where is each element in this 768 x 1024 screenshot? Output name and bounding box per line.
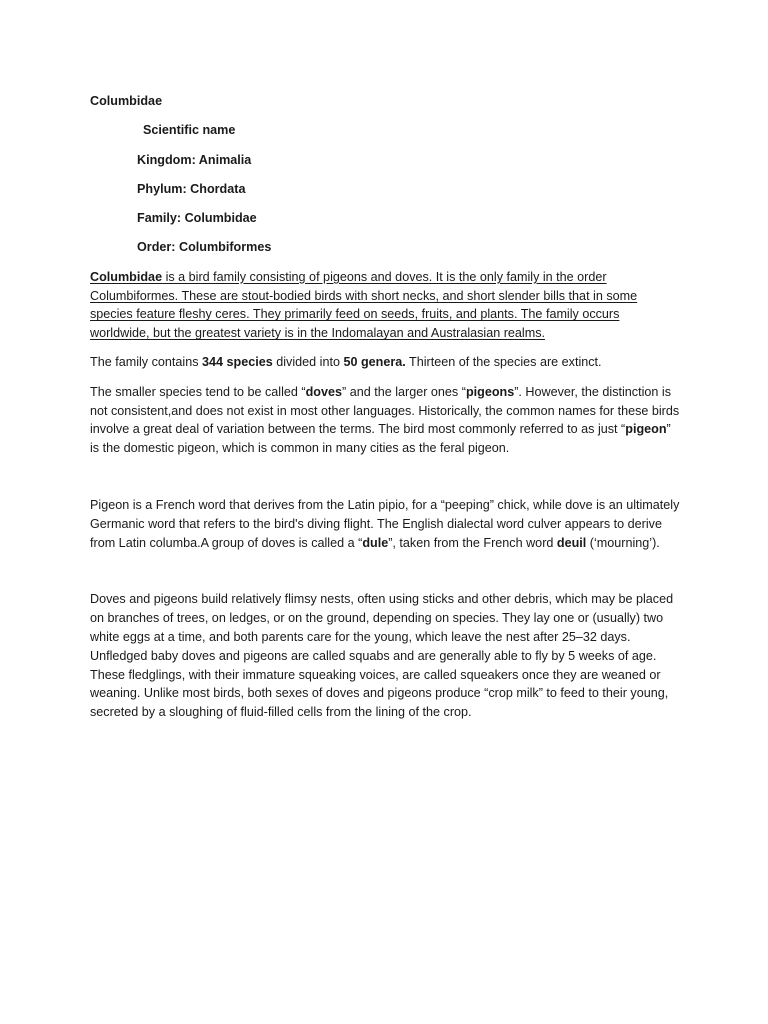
species-paragraph [90,353,680,372]
naming-term-pigeons: pigeons [465,384,515,399]
naming-text-2: ” and the larger ones “ [342,384,466,399]
etymology-term-dule: dule [362,535,389,550]
species-text-3: Thirteen of the species are extinct. [405,355,602,370]
intro-lead-term: Columbidae [90,269,163,284]
etymology-text-3: (‘mourning’). [586,535,660,550]
naming-text-4: ” is the domestic pigeon, which is common in many cities as the feral pigeon. [90,422,671,456]
naming-paragraph [90,383,680,458]
genera-count: 50 genera. [343,355,406,370]
taxonomy-order: Order: Columbiformes [137,240,272,255]
document-body [90,92,680,722]
intro-paragraph [90,268,680,343]
species-text-2: divided into [272,355,344,370]
etymology-text-1: Pigeon is a French word that derives from the Latin pipio, for a “peeping” chick, while dove is an ultimately Germanic word that refers to the bird's diving flight. The English dialectal word culver appears to derive from Latin columba.A group of doves is called a “ [90,497,680,550]
naming-text-1: The smaller species tend to be called “ [90,384,306,399]
taxonomy-phylum: Phylum: Chordata [137,181,246,196]
species-text-1: The family contains [90,355,202,370]
nesting-paragraph: Doves and pigeons build relatively flimsy nests, often using sticks and other debris, which may be placed on branches of trees, on ledges, or on the ground, depending on species. They lay one or (usually) two white eggs at a time, and both parents care for the young, which leave the nest after 25–32 days. Unfledged baby doves and pigeons are called squabs and are generally able to fly by 5 weeks of age. These fledglings, with their immature squeaking voices, are called squeakers once they are weaned or weaning. Unlike most birds, both sexes of doves and pigeons produce “crop milk” to feed to their young, secreted by a sloughing of fluid-filled cells from the lining of the crop. [90,592,674,720]
taxonomy-kingdom: Kingdom: Animalia [137,152,252,167]
intro-text: is a bird family consisting of pigeons and doves. It is the only family in the order Columbiformes. These are stout-bodied birds with short necks, and short slender bills that in some species feature fleshy ceres. They primarily feed on seeds, fruits, and plants. The family occurs worldwide, but the greatest variety is in the Indomalayan and Australasian realms. [90,269,638,341]
taxonomy-family: Family: Columbidae [137,211,257,226]
naming-term-doves: doves [305,384,343,399]
scientific-name-heading: Scientific name [143,123,236,138]
species-count: 344 species [202,355,273,370]
document-title: Columbidae [90,94,163,108]
etymology-text-2: ”, taken from the French word [388,535,557,550]
naming-text-3: ”. However, the distinction is not consistent,and does not exist in most other languages. Historically, the common names for these birds involve a great deal of variation between the terms. The bird most commonly referred to as just “ [90,384,680,437]
etymology-paragraph [90,496,680,552]
etymology-term-deuil: deuil [556,535,587,550]
naming-term-pigeon: pigeon [625,422,667,437]
